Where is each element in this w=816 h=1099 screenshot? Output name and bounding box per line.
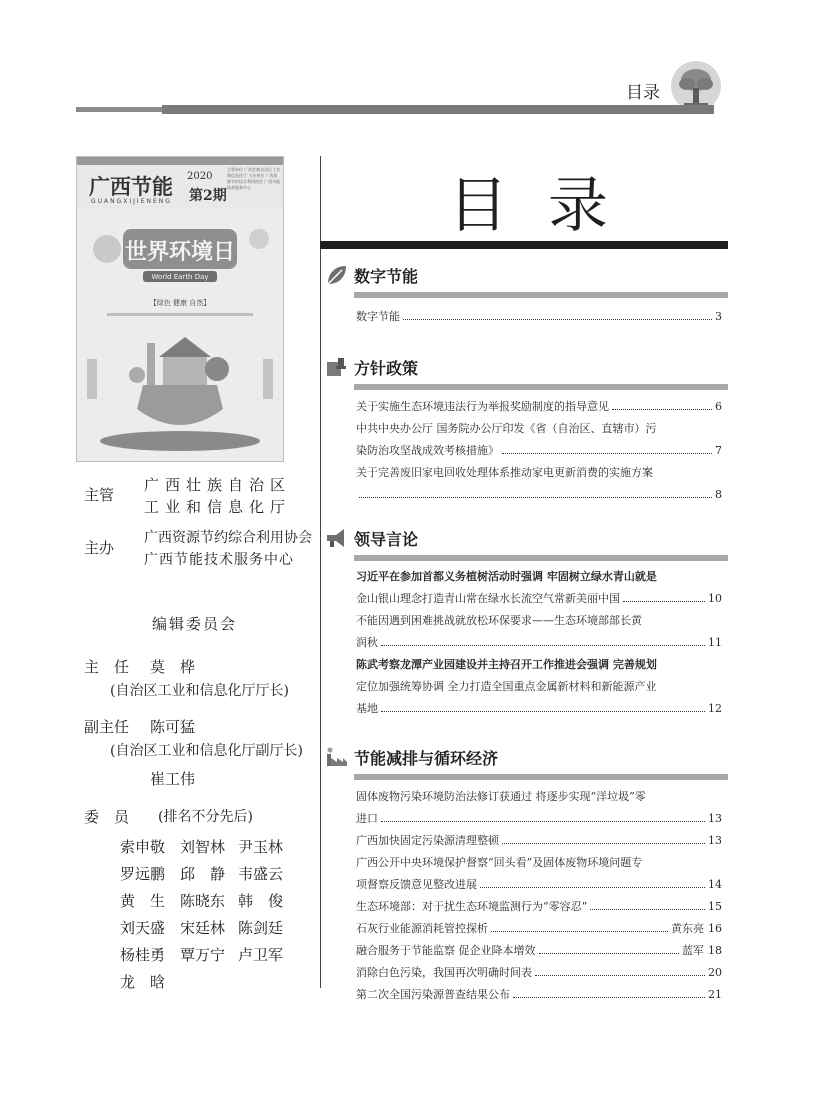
sponsor-line-2: 广西节能技术服务中心 (144, 552, 294, 568)
member-name: 尹玉林 (238, 838, 284, 856)
member-name: 宋廷林 (180, 919, 226, 937)
section-title: 节能减排与循环经济 (354, 749, 499, 768)
member-name: 刘天盛 (120, 919, 166, 937)
member-name: 陈剑廷 (238, 919, 284, 937)
members-note: (排名不分先后) (158, 809, 253, 825)
deputy-label: 副主任 (84, 718, 130, 736)
toc-entry[interactable] (356, 854, 722, 898)
cover-pinyin: GUANGXIJIENENG (91, 198, 172, 205)
header-bar-left (76, 107, 162, 112)
toc-entry-title: 习近平在参加首都义务植树活动时强调 牢固树立绿水青山就是 (356, 570, 657, 583)
toc-page-number: 7 (715, 444, 722, 457)
section-title: 领导言论 (354, 530, 419, 549)
page-title: 目录 (448, 171, 648, 241)
director-label: 主 任 (84, 658, 130, 676)
toc-section-3 (356, 568, 722, 722)
section-rule (354, 384, 728, 390)
deputy-name: 陈可猛 (150, 718, 196, 736)
toc-page-number: 13 (708, 812, 722, 825)
megaphone-icon (324, 525, 350, 551)
director-name: 莫 桦 (150, 658, 196, 676)
section-title: 数字节能 (354, 267, 419, 286)
toc-entry-title: 关于实施生态环境违法行为举报奖励制度的指导意见 (356, 400, 609, 413)
deputy-name-2: 崔工伟 (150, 770, 196, 788)
section-rule (354, 774, 728, 780)
factory-icon (324, 744, 350, 770)
sponsor-line-1: 广西资源节约综合利用协会 (144, 530, 312, 546)
document-stamp-icon (324, 354, 350, 380)
committee-title: 编辑委员会 (152, 615, 238, 633)
supervisor-line-1: 广西壮族自治区 (144, 476, 292, 494)
toc-page-number: 12 (708, 702, 722, 715)
title-rule (320, 241, 728, 249)
cover-side-text: 主管单位 广西壮族自治区工业和信息化厅 主办单位 广西资源节约综合利用协会 广西节能技术服务中心 (227, 167, 281, 190)
cover-illustration (77, 209, 283, 461)
member-name: 韦盛云 (238, 865, 284, 883)
member-name: 黄 生 (120, 892, 166, 910)
toc-entry-title: 不能因遇到困难挑战就放松环保要求——生态环境部部长黄 (356, 614, 642, 627)
sponsor-label: 主办 (84, 539, 115, 557)
toc-page-number: 13 (708, 834, 722, 847)
section-rule (354, 292, 728, 298)
cover-masthead: 广西节能 (89, 175, 173, 199)
toc-entry[interactable] (356, 568, 722, 612)
toc-entry[interactable] (356, 898, 722, 920)
member-name: 邱 静 (180, 865, 226, 883)
member-name: 卢卫军 (238, 946, 284, 964)
toc-page-number: 21 (708, 988, 722, 1001)
toc-entry-title-cont: 基地 (356, 702, 378, 715)
toc-entry-title-cont: 金山银山理念打造青山常在绿水长流空气常新美丽中国 (356, 592, 620, 605)
cover-year: 2020 (187, 171, 213, 182)
toc-entry[interactable] (356, 986, 722, 1008)
toc-entry[interactable] (356, 398, 722, 420)
director-note: (自治区工业和信息化厅厅长) (110, 683, 289, 699)
leaf-icon (324, 262, 350, 288)
toc-entry-title-cont: 润秋 (356, 636, 378, 649)
toc-entry-title: 广西公开中央环境保护督察“回头看”及固体废物环境问题专 (356, 856, 643, 869)
toc-entry[interactable] (356, 964, 722, 986)
column-divider (320, 156, 321, 988)
member-name: 龙 晗 (120, 973, 166, 991)
toc-page-number: 6 (715, 400, 722, 413)
cover-banner: 世界环境日 (124, 240, 236, 265)
toc-entry[interactable] (356, 464, 722, 508)
member-name: 韩 俊 (238, 892, 284, 910)
cover-slogan: 【绿色 健康 自然】 (149, 299, 211, 307)
toc-entry[interactable] (356, 420, 722, 464)
toc-entry-title-cont: 定位加强统筹协调 全力打造全国重点金属新材料和新能源产业 (356, 680, 657, 693)
member-name: 索申敬 (120, 838, 166, 856)
toc-section-2 (356, 398, 722, 508)
toc-entry-title: 陈武考察龙潭产业园建设并主持召开工作推进会强调 完善规划 (356, 658, 657, 671)
toc-page-number: 15 (708, 900, 722, 913)
member-name: 覃万宁 (180, 946, 226, 964)
toc-page-number: 18 (708, 944, 722, 957)
member-name: 杨桂勇 (120, 946, 166, 964)
section-title: 方针政策 (354, 359, 419, 378)
cover-stripe (77, 157, 283, 165)
toc-entry[interactable] (356, 308, 722, 330)
toc-entry-title: 石灰行业能源消耗管控探析 (356, 922, 488, 935)
toc-entry-title-cont: 进口 (356, 812, 378, 825)
toc-entry-title: 广西加快固定污染源清理整顿 (356, 834, 499, 847)
toc-entry-title: 数字节能 (356, 310, 400, 323)
cover-issue: 第2期 (189, 188, 227, 204)
member-name: 刘智林 (180, 838, 226, 856)
toc-entry-title: 中共中央办公厅 国务院办公厅印发《省（自治区、直辖市）污 (356, 422, 657, 435)
section-rule (354, 555, 728, 561)
toc-page-number: 3 (715, 310, 722, 323)
toc-entry[interactable] (356, 612, 722, 656)
toc-author: 黄东亮 (671, 922, 704, 935)
toc-entry-title: 融合服务于节能监察 促企业降本增效 (356, 944, 536, 957)
toc-entry-title: 消除白色污染，我国再次明确时间表 (356, 966, 532, 979)
toc-page-number: 10 (708, 592, 722, 605)
toc-page-number: 11 (708, 636, 722, 649)
toc-page-number: 20 (708, 966, 722, 979)
toc-author: 蓝军 (682, 944, 704, 957)
magazine-cover (76, 156, 284, 462)
toc-section-1 (356, 308, 722, 330)
member-name: 罗远鹏 (120, 865, 166, 883)
toc-entry-title-cont: 项督察反馈意见整改进展 (356, 878, 477, 891)
toc-entry[interactable] (356, 656, 722, 722)
toc-entry[interactable] (356, 920, 722, 942)
members-label: 委 员 (84, 808, 130, 826)
toc-entry[interactable] (356, 832, 722, 854)
toc-entry[interactable] (356, 942, 722, 964)
cover-banner-en: World Earth Day (151, 273, 209, 281)
toc-entry[interactable] (356, 788, 722, 832)
toc-entry-title: 关于完善废旧家电回收处理体系推动家电更新消费的实施方案 (356, 466, 653, 479)
toc-entry-title: 生态环境部：对于扰生态环境监测行为“零容忍” (356, 900, 588, 913)
toc-entry-title: 固体废物污染环境防治法修订获通过 将逐步实现“洋垃圾”零 (356, 790, 646, 803)
toc-section-4 (356, 788, 722, 1008)
supervisor-line-2: 工业和信息化厅 (144, 498, 292, 516)
toc-page-number: 14 (708, 878, 722, 891)
toc-entry-title-cont: 染防治攻坚战成效考核措施》 (356, 444, 499, 457)
toc-page-number: 16 (708, 922, 722, 935)
header-title: 目录 (626, 83, 660, 103)
header-bar (162, 105, 714, 114)
toc-page-number: 8 (715, 488, 722, 501)
member-name: 陈晓东 (180, 892, 226, 910)
supervisor-label: 主管 (84, 486, 115, 504)
toc-entry-title: 第二次全国污染源普查结果公布 (356, 988, 510, 1001)
deputy-note: (自治区工业和信息化厅副厅长) (110, 743, 303, 759)
